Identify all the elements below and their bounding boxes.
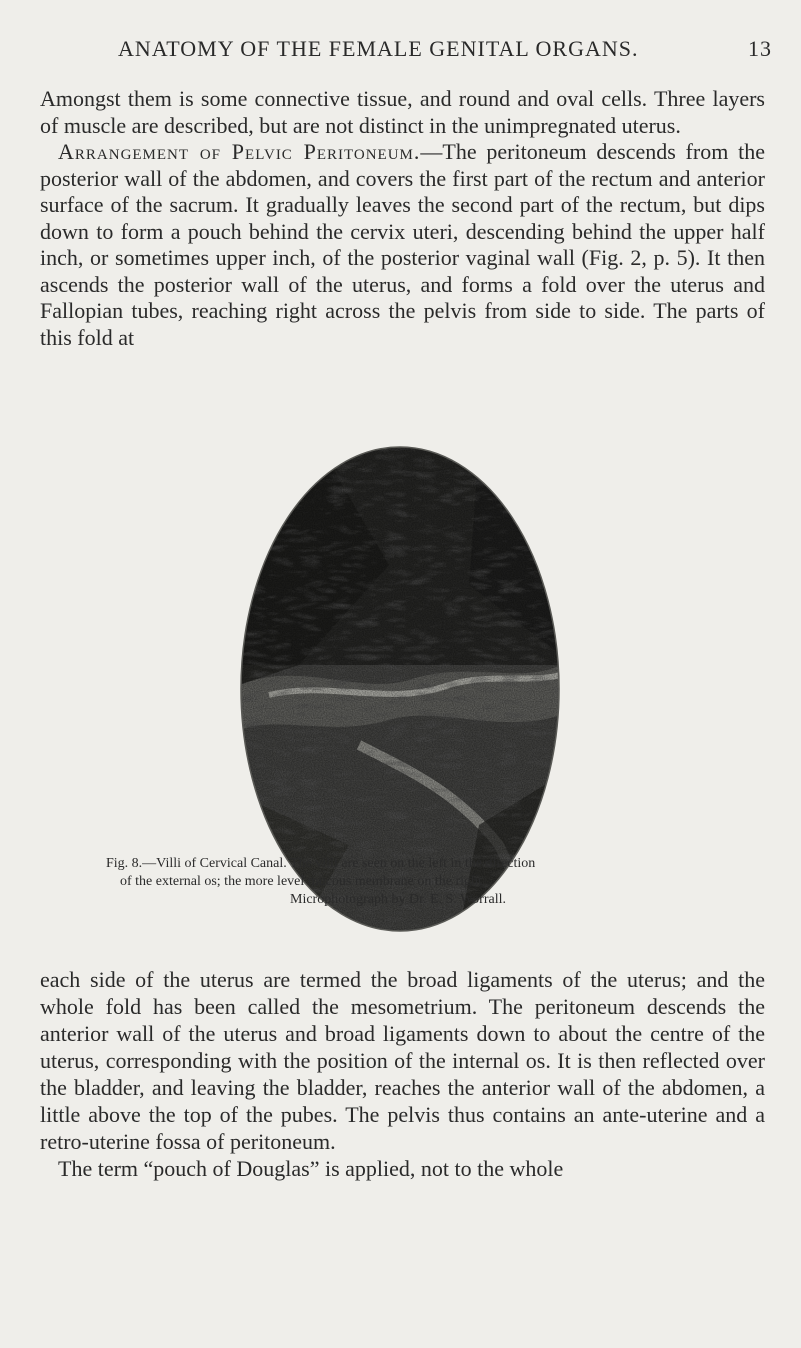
caption-line: Fig. 8.—Villi of Cervical Canal. The villi are seen on the left in the direction: [106, 856, 536, 871]
running-head: [118, 32, 778, 66]
caption-line: of the external os; the more level mucous membrane on the right.: [120, 874, 486, 889]
paragraph-broad-ligaments: each side of the uterus are termed the broad ligaments of the uterus; and the whole fold has been called the mesometrium. The peritoneum descends the anterior wall of the uterus and broad ligaments down to about the centre of the uterus, corresponding with the position of the internal os. It is then reflected over the bladder, and leaving the bladder, reaches the anterior wall of the abdomen, a little above the top of the pubes. The pelvis thus contains an ante-uterine and a retro-uterine fossa of peritoneum.: [40, 967, 765, 1154]
paragraph-pouch-of-douglas: The term “pouch of Douglas” is applied, not to the whole: [58, 1156, 564, 1181]
paragraph-peritoneum-text: —The peritoneum descends from the posterior wall of the abdomen, and covers the first part of the rectum and anterior surface of the sacrum. It gradually leaves the second part of the rectum, but dips down to form a pouch behind the cervix uteri, descending behind the upper half inch, or sometimes upper inch, of the posterior vaginal wall (Fig. 2, p. 5). It then ascends the posterior wall of the uterus, and forms a fold over the uterus and Fallopian tubes, reaching right across the pelvis from side to side. The parts of this fold at: [40, 139, 765, 350]
paragraph-peritoneum: [40, 139, 765, 351]
caption-credit: Microphotograph by Dr. E. S. Worrall.: [290, 892, 506, 907]
section-heading: Arrangement of Pelvic Peritoneum.: [58, 139, 421, 164]
paragraph-cells: Amongst them is some connective tissue, and round and oval cells. Three layers of muscle are described, but are not distinct in the unimpregnated uterus.: [40, 86, 765, 138]
top-text-block: [40, 86, 765, 351]
running-head-title: ANATOMY OF THE FEMALE GENITAL ORGANS.: [118, 36, 639, 61]
figure-caption: [106, 855, 726, 909]
page-number: 13: [748, 36, 772, 61]
bottom-text-block: [40, 966, 765, 1182]
